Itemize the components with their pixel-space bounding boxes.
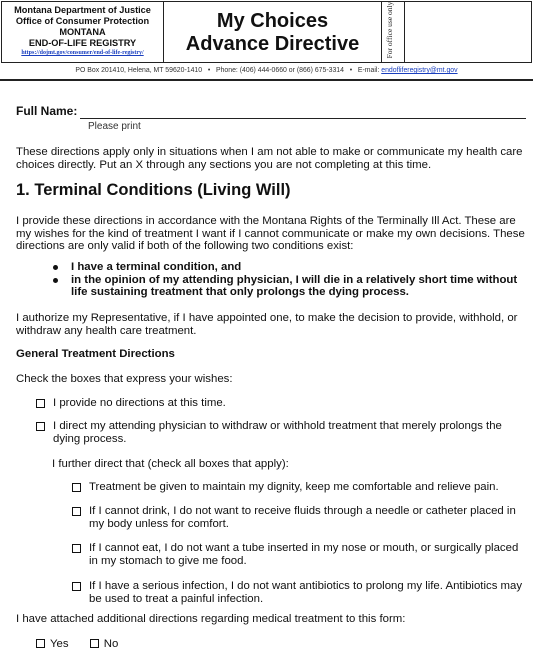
agency-state: MONTANA (59, 27, 106, 37)
contact-email-label: E-mail: (357, 67, 380, 74)
intro-paragraph: These directions apply only in situations when I am not able to make or communicate my health care choices directly. Put an X through any sections you are not completing at this time. (16, 146, 523, 171)
contact-separator: • (345, 67, 356, 74)
contact-address: PO Box 201410, Helena, MT 59620-1410 (75, 67, 203, 74)
conditions-list (52, 261, 522, 299)
print-hint: Please print (88, 121, 141, 132)
form-title-line1: My Choices (216, 10, 329, 32)
checkbox[interactable] (72, 582, 81, 591)
section-heading: 1. Terminal Conditions (Living Will) (16, 181, 291, 199)
office-use-box (382, 2, 533, 62)
option-label: If I have a serious infection, I do not want antibiotics to prolong my life. Antibiotics may be used to treat a painful infection. (89, 580, 523, 605)
contact-separator: • (204, 67, 215, 74)
contact-line (0, 67, 533, 74)
checkbox[interactable] (72, 483, 81, 492)
condition-item: in the opinion of my attending physician, I will die in a relatively short time without life sustaining treatment that only prolongs the dying process. (52, 274, 522, 299)
contact-phone: Phone: (406) 444-0660 or (866) 675-3314 (216, 67, 344, 74)
checkbox[interactable] (36, 399, 45, 408)
condition-item: I have a terminal condition, and (52, 261, 522, 274)
section-paragraph: I provide these directions in accordance with the Montana Rights of the Terminally Ill Act. These are my wishes for the kind of treatment I want if I cannot communicate or make my own decisions. These directions are only valid if both of the following two conditions exist: (16, 215, 525, 253)
further-direct-prompt: I further direct that (check all boxes that apply): (52, 458, 289, 470)
agency-name: Montana Department of Justice (14, 5, 151, 15)
check-prompt: Check the boxes that express your wishes: (16, 373, 233, 385)
full-name-line[interactable] (80, 118, 526, 119)
office-use-divider (404, 2, 405, 62)
agency-block (2, 2, 164, 62)
general-directions-heading: General Treatment Directions (16, 348, 175, 360)
option-label: If I cannot eat, I do not want a tube inserted in my nose or mouth, or surgically placed in my stomach to give me food. (89, 542, 519, 567)
option-label: I direct my attending physician to withdraw or withhold treatment that merely prolongs the dying process. (53, 420, 502, 445)
no-label: No (103, 638, 119, 650)
authorization-paragraph: I authorize my Representative, if I have appointed one, to make the decision to provide, withhold, or withdraw any health care treatment. (16, 312, 518, 337)
contact-email-link[interactable]: endofliferegistry@mt.gov (381, 67, 458, 74)
checkbox[interactable] (36, 422, 45, 431)
attached-yes-no (36, 638, 136, 650)
form-header (1, 1, 532, 63)
yes-label: Yes (50, 638, 69, 650)
full-name-label: Full Name: (16, 104, 78, 118)
option-label: If I cannot drink, I do not want to receive fluids through a needle or catheter placed in my body unless for comfort. (89, 505, 516, 530)
agency-registry: END-OF-LIFE REGISTRY (28, 38, 137, 48)
attached-directions-prompt: I have attached additional directions regarding medical treatment to this form: (16, 613, 406, 625)
checkbox[interactable] (72, 507, 81, 516)
option-label: I provide no directions at this time. (53, 397, 226, 409)
no-checkbox[interactable] (90, 639, 99, 648)
option-label: Treatment be given to maintain my dignity, keep me comfortable and relieve pain. (89, 481, 499, 493)
form-title-line2: Advance Directive (185, 33, 360, 55)
form-title (164, 2, 382, 62)
checkbox[interactable] (72, 544, 81, 553)
yes-checkbox[interactable] (36, 639, 45, 648)
registry-link[interactable]: https://dojmt.gov/consumer/end-of-life-registry/ (21, 50, 144, 56)
office-use-label: For office use only (385, 1, 394, 59)
agency-office: Office of Consumer Protection (15, 16, 150, 26)
header-rule (0, 79, 533, 81)
